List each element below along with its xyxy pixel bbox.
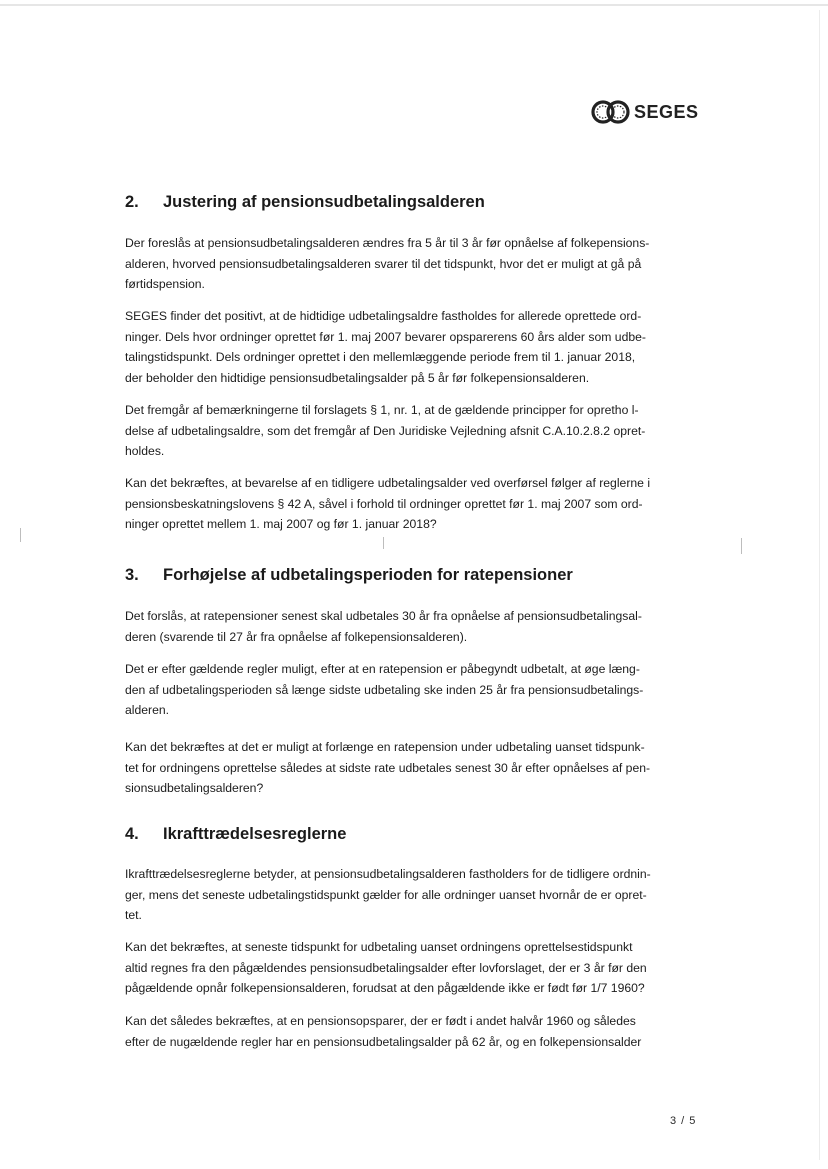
text-line: efter de nugældende regler har en pensionsudbetalingsalder på 62 år, og en folkepensionsalder bbox=[125, 1034, 642, 1049]
text-line: Kan det således bekræftes, at en pensionsopsparer, der er født i andet halvår 1960 og således bbox=[125, 1014, 636, 1028]
text-line: sionsudbetalingsalderen? bbox=[125, 781, 264, 795]
text-line: SEGES finder det positivt, at de hidtidige udbetalingsaldre fastholdes for allerede oprettede ord- bbox=[125, 309, 642, 323]
seges-logo bbox=[591, 100, 699, 124]
text-line: alderen, hvorved pensionsudbetalingsalderen svarer til det tidspunkt, hvor det er muligt at gå på bbox=[125, 256, 642, 271]
paragraph bbox=[125, 606, 705, 647]
text-line: Kan det bekræftes, at seneste tidspunkt for udbetaling uanset ordningens oprettelsestidspunkt bbox=[125, 940, 633, 954]
text-line: Ikrafttrædelsesreglerne betyder, at pensionsudbetalingsalderen fastholders for de tidligere ordnin- bbox=[125, 867, 651, 881]
text-line: deren (svarende til 27 år fra opnåelse af folkepensionsalderen). bbox=[125, 629, 468, 644]
section-heading-2 bbox=[125, 193, 485, 212]
text-line: tet for ordningens oprettelse således at sidste rate udbetales senest 30 år efter opnåelses af pen- bbox=[125, 760, 651, 775]
paragraph bbox=[125, 306, 705, 388]
text-line: delse af udbetalingsaldre, som det fremgår af Den Juridiske Vejledning afsnit C.A.10.2.8.2 opret- bbox=[125, 423, 646, 438]
text-line: pensionsbeskatningslovens § 42 A, såvel i forhold til ordninger oprettet før 1. maj 2007 som ord- bbox=[125, 496, 643, 511]
text-line: alderen. bbox=[125, 703, 170, 717]
text-line: tet. bbox=[125, 908, 142, 922]
paragraph bbox=[125, 737, 705, 799]
text-line: Kan det bekræftes at det er muligt at forlænge en ratepension under udbetaling uanset tidspunk- bbox=[125, 740, 645, 754]
paragraph bbox=[125, 937, 705, 999]
section-number: 2. bbox=[125, 193, 139, 211]
paragraph bbox=[125, 473, 705, 535]
text-line: den af udbetalingsperioden så længe sidste udbetaling ske inden 25 år fra pensionsudbetalings- bbox=[125, 682, 644, 697]
section-title: Justering af pensionsudbetalingsalderen bbox=[163, 193, 485, 211]
paragraph bbox=[125, 233, 705, 295]
section-number: 3. bbox=[125, 566, 139, 584]
seges-logo-text: SEGES bbox=[634, 101, 699, 122]
paragraph bbox=[125, 1011, 705, 1052]
scan-mark-right bbox=[741, 538, 742, 554]
scan-mark-left bbox=[20, 528, 21, 542]
section-title: Ikrafttrædelsesreglerne bbox=[163, 825, 347, 843]
text-line: Det fremgår af bemærkningerne til forslagets § 1, nr. 1, at de gældende principper for opretho l- bbox=[125, 403, 639, 417]
text-line: holdes. bbox=[125, 444, 165, 458]
text-line: pågældende opnår folkepensionsalderen, forudsat at den pågældende ikke er født før 1/7 1960? bbox=[125, 981, 645, 995]
paragraph bbox=[125, 864, 705, 926]
paragraph bbox=[125, 659, 705, 721]
text-line: Det er efter gældende regler muligt, efter at en ratepension er påbegyndt udbetalt, at øge læng- bbox=[125, 662, 640, 676]
paragraph bbox=[125, 400, 705, 462]
seges-rings-icon bbox=[591, 100, 631, 124]
section-heading-4 bbox=[125, 825, 346, 844]
text-line: førtidspension. bbox=[125, 277, 205, 291]
text-line: altid regnes fra den pågældendes pensionsudbetalingsalder efter lovforslaget, der er 3 år før den bbox=[125, 960, 647, 975]
scan-top-edge bbox=[0, 4, 828, 6]
text-line: ger, mens det seneste udbetalingstidspunkt gælder for alle ordninger uanset hvornår de er opret- bbox=[125, 887, 647, 902]
section-title: Forhøjelse af udbetalingsperioden for ratepensioner bbox=[163, 566, 573, 584]
section-heading-3 bbox=[125, 566, 573, 585]
text-line: ninger oprettet mellem 1. maj 2007 og før 1. januar 2018? bbox=[125, 517, 437, 531]
text-line: talingstidspunkt. Dels ordninger oprettet i den mellemlæggende periode frem til 1. januar 2018, bbox=[125, 350, 636, 364]
text-line: ninger. Dels hvor ordninger oprettet før 1. maj 2007 bevarer opsparerens 60 års alder som udbe- bbox=[125, 329, 646, 344]
text-line: der beholder den hidtidige pensionsudbetalingsalder på 5 år før folkepensionsalderen. bbox=[125, 370, 590, 385]
text-line: Der foreslås at pensionsudbetalingsalderen ændres fra 5 år til 3 år før opnåelse af folkepensions- bbox=[125, 236, 650, 250]
scan-mark-center bbox=[383, 537, 384, 549]
text-line: Kan det bekræftes, at bevarelse af en tidligere udbetalingsalder ved overførsel følger af reglerne i bbox=[125, 476, 651, 490]
section-number: 4. bbox=[125, 825, 139, 843]
text-line: Det forslås, at ratepensioner senest skal udbetales 30 år fra opnåelse af pensionsudbetalingsal- bbox=[125, 609, 642, 623]
scan-right-edge bbox=[819, 10, 820, 1160]
page-number: 3 / 5 bbox=[670, 1115, 697, 1127]
